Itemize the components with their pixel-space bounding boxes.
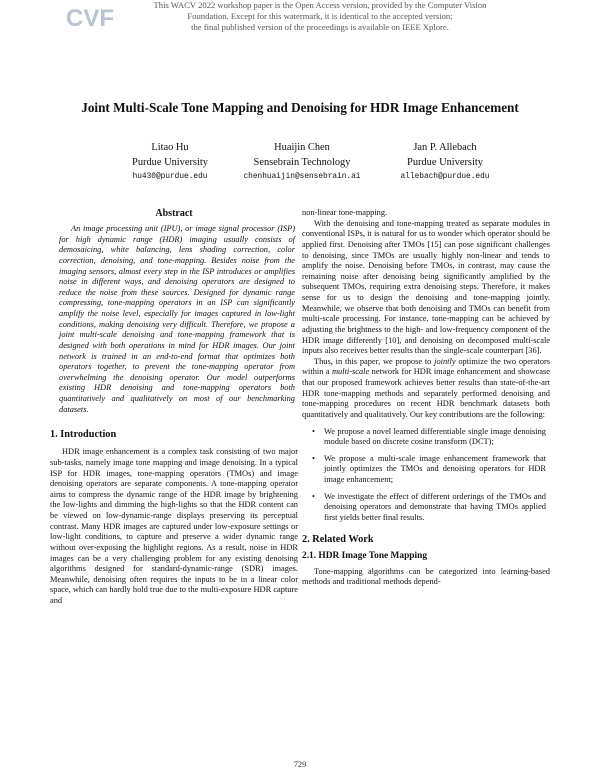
section-heading-related-work: 2. Related Work	[302, 533, 374, 545]
open-access-notice	[120, 0, 520, 34]
text-run: network for HDR image enhancement and showcase that our proposed framework achieves better results than state-of-the-art HDR tone-mapping methods and separately performed denoising and tone-mapping procedures on recent HDR benchmark datasets both quantitatively and qualitatively. Our key contributions are the following:	[302, 367, 550, 419]
author-block	[100, 141, 240, 184]
notice-line: the final published version of the proceedings is available on IEEE Xplore.	[191, 22, 449, 33]
paper-title: Joint Multi-Scale Tone Mapping and Denoising for HDR Image Enhancement	[81, 100, 519, 115]
emphasis-jointly: jointly	[434, 356, 456, 366]
left-column	[50, 208, 298, 607]
notice-line: This WACV 2022 workshop paper is the Open Access version, provided by the Computer Vision	[153, 0, 487, 10]
list-item-text: We propose a novel learned differentiable single image denoising module based on discrete cosine transform (DCT);	[324, 426, 546, 447]
contributions-list	[302, 427, 550, 524]
svg-text:CVF: CVF	[66, 5, 114, 32]
list-item	[302, 427, 550, 448]
author-name: Jan P. Allebach	[413, 142, 477, 153]
bullet-icon: •	[312, 491, 315, 501]
body-paragraph: Tone-mapping algorithms can be categorized into learning-based methods and traditional methods depend-	[302, 566, 550, 587]
author-email: allebach@purdue.edu	[400, 173, 490, 181]
right-column	[302, 208, 550, 588]
author-name: Litao Hu	[151, 142, 189, 153]
subsection-heading-tone-mapping: 2.1. HDR Image Tone Mapping	[302, 550, 428, 561]
list-item-text: We propose a multi-scale image enhancement framework that jointly optimizes the TMOs and denoising operators for HDR image enhancement;	[324, 453, 546, 484]
author-affiliation: Purdue University	[407, 156, 483, 168]
author-email: chenhuaijin@sensebrain.ai	[243, 173, 361, 181]
text-run: optimize the two operators within a	[302, 356, 550, 377]
cvf-logo	[66, 4, 114, 32]
section-heading-introduction: 1. Introduction	[50, 429, 117, 441]
abstract-text: An image processing unit (IPU), or image signal processor (ISP) for high dynamic range (HDR) imaging usually consists of demosaicing, white balancing, lens shading correction, color correction, denoising, and tone-mapping. Besides noise from the imaging sensors, almost every step in the ISP introduces or amplifies noise in different ways, and denoising operators are designed to reduce the noise from these sources. Designed for dynamic range compressing, tone-mapping operators in an ISP can significantly amplify the noise level, especially for images captured in low-light conditions, making denoising very difficult. Therefore, we propose a joint multi-scale denoising and tone-mapping framework that is designed with both operations in mind for HDR images. Our joint network is trained in an end-to-end format that optimizes both operators together, to prevent the tone-mapping operator from overwhelming the denoising operator. Our model outperforms existing HDR denoising and tone-mapping operators both quantitatively and qualitatively on most of our benchmarking datasets.	[59, 224, 295, 414]
intro-paragraph: HDR image enhancement is a complex task consisting of two major sub-tasks, namely image tone mapping and image denoising. In a typical ISP for HDR images, tone-mapping operators (TMOs) and image denoising operators are separate components. A tone-mapping operator aims to compress the dynamic range of the HDR image by brightening the low-lights and dimming the high-lights so that the HDR content can be viewed on low-dynamic-range displays preserving its perceptual contrast. Many HDR images are captured under low-exposure settings or low-light conditions, to capture and preserve a wider dynamic range without over-exposing the highlight regions. As a result, noise in HDR images can be a very challenging problem for any existing denoising algorithms designed for standard-dynamic-range (SDR) images. Meanwhile, denoising often requires the inputs to be in a linear color space, which can hardly hold true due to the multi-exposure HDR capture and	[50, 447, 298, 605]
list-item-text: We investigate the effect of different orderings of the TMOs and denoising operators and demonstrate that having TMOs applied first yields better final results.	[324, 491, 546, 522]
bullet-icon: •	[312, 426, 315, 436]
body-paragraph: With the denoising and tone-mapping treated as separate modules in conventional ISPs, it is natural for us to wonder which operator should be applied first. Denoising after TMOs [15] can pose significant challenges to denoising, since TMOs are usually highly non-linear and tends to amplify the noise. Denoising before TMOs, in contrast, may cause the remaining noise after denoising being significantly amplified by the subsequent TMOs, requiring extra denoising steps. Therefore, it makes sense for us to design the denoising and tone-mapping jointly. Meanwhile, we observe that both denoising and TMOs can benefit from multi-scale processing. For instance, tone-mapping can be achieved by adjusting the brightness to the high- and low-frequency component of the HDR image differently [10], and denoising on decomposed multi-scale inputs also receives better results than the single-scale counterpart [36].	[302, 218, 550, 356]
author-affiliation: Sensebrain Technology	[253, 156, 351, 168]
notice-line: Foundation. Except for this watermark, it is identical to the accepted version;	[187, 11, 453, 22]
author-block	[370, 141, 520, 184]
abstract-heading: Abstract	[155, 208, 193, 219]
continuation-text: non-linear tone-mapping.	[302, 208, 388, 217]
author-block	[222, 141, 382, 184]
list-item	[302, 454, 550, 486]
author-affiliation: Purdue University	[132, 156, 208, 168]
text-run: Thus, in this paper, we propose to	[314, 356, 435, 366]
body-paragraph	[302, 357, 550, 421]
list-item	[302, 492, 550, 524]
emphasis-multi-scale: multi-scale	[332, 367, 370, 377]
bullet-icon: •	[312, 453, 315, 463]
author-email: hu430@purdue.edu	[132, 173, 208, 181]
page-number: 729	[293, 760, 307, 769]
author-name: Huaijin Chen	[274, 142, 330, 153]
